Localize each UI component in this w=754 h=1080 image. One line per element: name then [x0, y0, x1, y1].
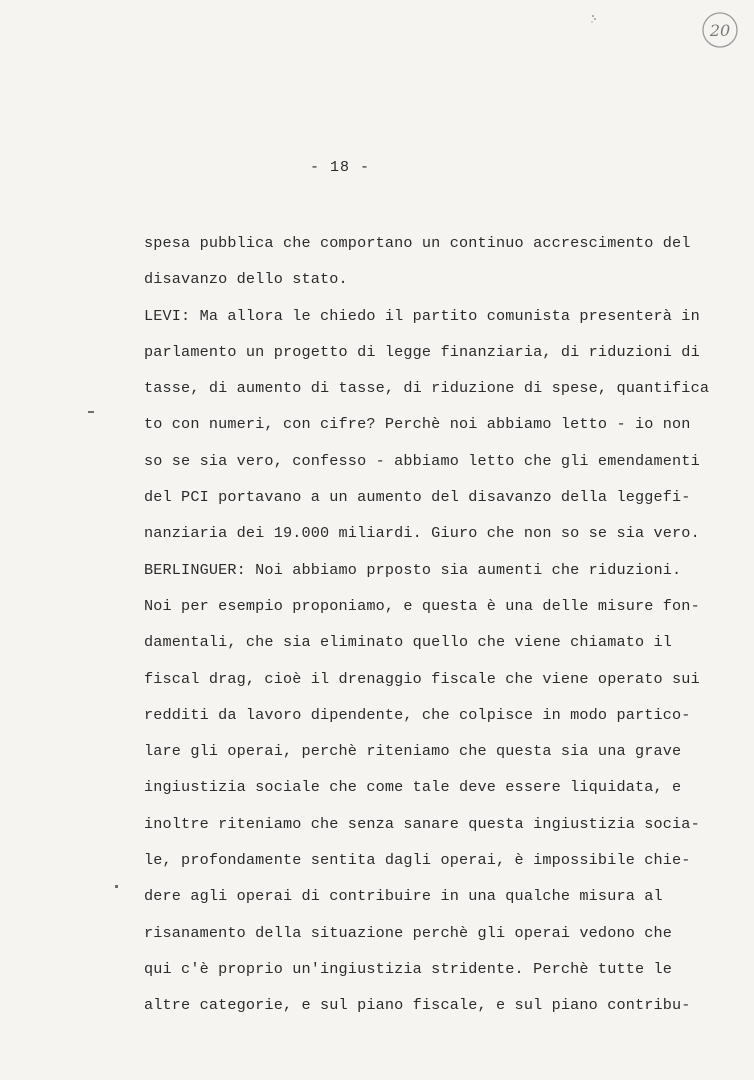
ink-speck-icon [590, 14, 598, 24]
text-line: BERLINGUER: Noi abbiamo prposto sia aumenti che riduzioni. [144, 560, 682, 579]
text-line: inoltre riteniamo che senza sanare questa ingiustizia socia- [144, 814, 700, 833]
body-text [144, 232, 710, 1031]
margin-mark [88, 411, 94, 413]
text-line: LEVI: Ma allora le chiedo il partito comunista presenterà in [144, 306, 700, 325]
stamp-number: 20 [709, 21, 731, 40]
margin-mark [115, 885, 118, 888]
text-line: so se sia vero, confesso - abbiamo letto che gli emendamenti [144, 451, 700, 470]
text-line: lare gli operai, perchè riteniamo che questa sia una grave [144, 742, 682, 761]
page-number: - 18 - [309, 159, 370, 176]
text-line: fiscal drag, cioè il drenaggio fiscale che viene operato sui [144, 669, 700, 688]
text-line: to con numeri, con cifre? Perchè noi abbiamo letto - io non [144, 415, 691, 434]
page-stamp-icon [700, 10, 740, 50]
text-line: le, profondamente sentita dagli operai, è impossibile chie- [144, 851, 691, 870]
text-line: del PCI portavano a un aumento del disavanzo della leggefi- [144, 488, 691, 507]
text-line: disavanzo dello stato. [144, 270, 348, 289]
text-line: damentali, che sia eliminato quello che viene chiamato il [144, 633, 673, 652]
text-line: risanamento della situazione perchè gli operai vedono che [144, 923, 673, 942]
text-line: parlamento un progetto di legge finanziaria, di riduzioni di [144, 342, 700, 361]
text-line: qui c'è proprio un'ingiustizia stridente. Perchè tutte le [144, 959, 673, 978]
text-line: nanziaria dei 19.000 miliardi. Giuro che non so se sia vero. [144, 524, 700, 543]
text-line: ingiustizia sociale che come tale deve essere liquidata, e [144, 778, 682, 797]
text-line: Noi per esempio proponiamo, e questa è una delle misure fon- [144, 596, 700, 615]
text-line: dere agli operai di contribuire in una qualche misura al [144, 887, 663, 906]
text-line: spesa pubblica che comportano un continuo accrescimento del [144, 234, 691, 252]
text-line: altre categorie, e sul piano fiscale, e sul piano contribu- [144, 996, 691, 1015]
text-line: redditi da lavoro dipendente, che colpisce in modo partico- [144, 705, 691, 724]
text-line: tasse, di aumento di tasse, di riduzione di spese, quantifica [144, 379, 710, 398]
